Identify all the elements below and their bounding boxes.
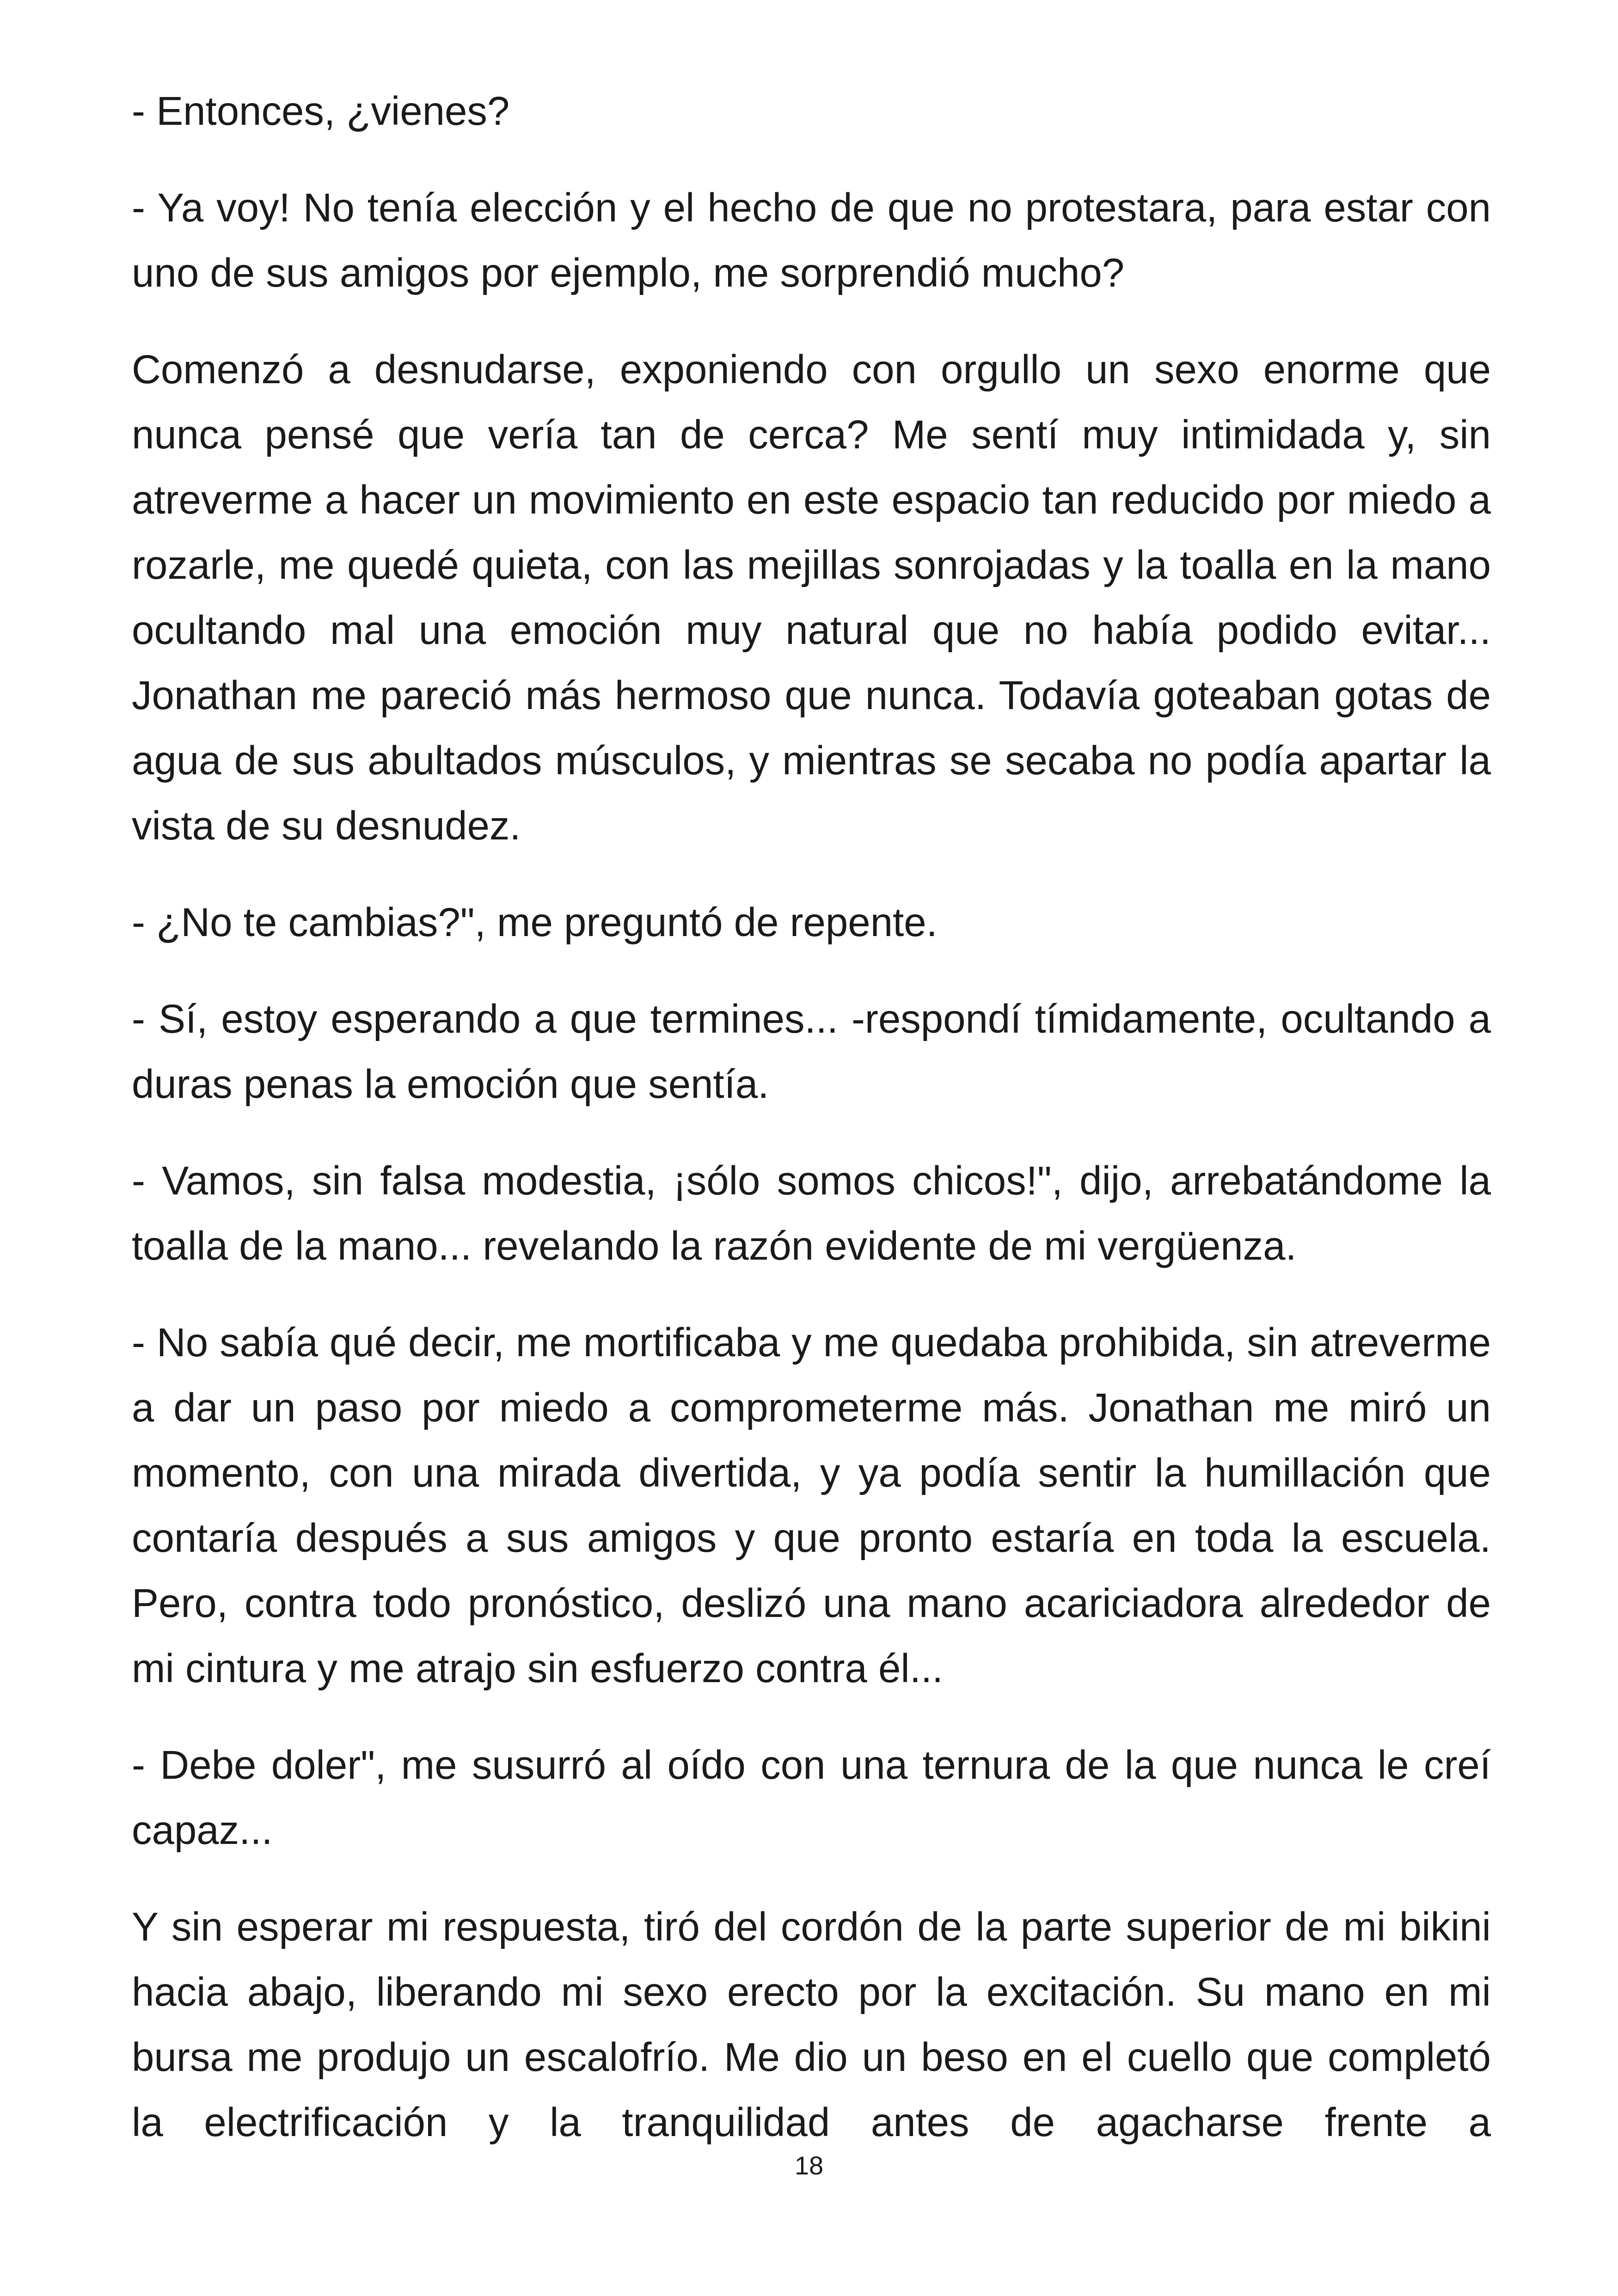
paragraph: - No sabía qué decir, me mortificaba y me quedaba prohibida, sin atreverme a dar un paso por miedo a comprometerme más. Jonathan me miró un momento, con una mirada divertida, y ya podía sentir la humillación que contaría después a sus amigos y que pronto estaría en toda la escuela. Pero, contra todo pronóstico, deslizó una mano acariciadora alrededor de mi cintura y me atrajo sin esfuerzo contra él... (132, 1320, 1491, 1691)
paragraph: - Sí, estoy esperando a que termines... -respondí tímidamente, ocultando a duras penas la emoción que sentía. (132, 997, 1491, 1107)
page-number: 18 (794, 2151, 824, 2180)
paragraph: - ¿No te cambias?", me preguntó de repente. (132, 900, 938, 945)
paragraph: - Debe doler", me susurró al oído con una ternura de la que nunca le creí capaz... (132, 1743, 1491, 1853)
paragraph: - Vamos, sin falsa modestia, ¡sólo somos chicos!", dijo, arrebatándome la toalla de la mano... revelando la razón evidente de mi vergüenza. (132, 1158, 1491, 1268)
body-text (132, 79, 1491, 2186)
paragraph: - Entonces, ¿vienes? (132, 89, 510, 134)
paragraph: - Ya voy! No tenía elección y el hecho de que no protestara, para estar con uno de sus amigos por ejemplo, me sorprendió mucho? (132, 185, 1491, 295)
paragraph: Comenzó a desnudarse, exponiendo con orgullo un sexo enorme que nunca pensé que vería tan de cerca? Me sentí muy intimidada y, sin atreverme a hacer un movimiento en este espacio tan reducido por miedo a rozarle, me quedé quieta, con las mejillas sonrojadas y la toalla en la mano ocultando mal una emoción muy natural que no había podido evitar... Jonathan me pareció más hermoso que nunca. Todavía goteaban gotas de agua de sus abultados músculos, y mientras se secaba no podía apartar la vista de su desnudez. (132, 347, 1491, 848)
paragraph: Y sin esperar mi respuesta, tiró del cordón de la parte superior de mi bikini hacia abajo, liberando mi sexo erecto por la excitación. Su mano en mi bursa me produjo un escalofrío. Me dio un beso en el cuello que completó la electrificación y la tranquilidad antes de agacharse frente a (132, 1904, 1491, 2145)
